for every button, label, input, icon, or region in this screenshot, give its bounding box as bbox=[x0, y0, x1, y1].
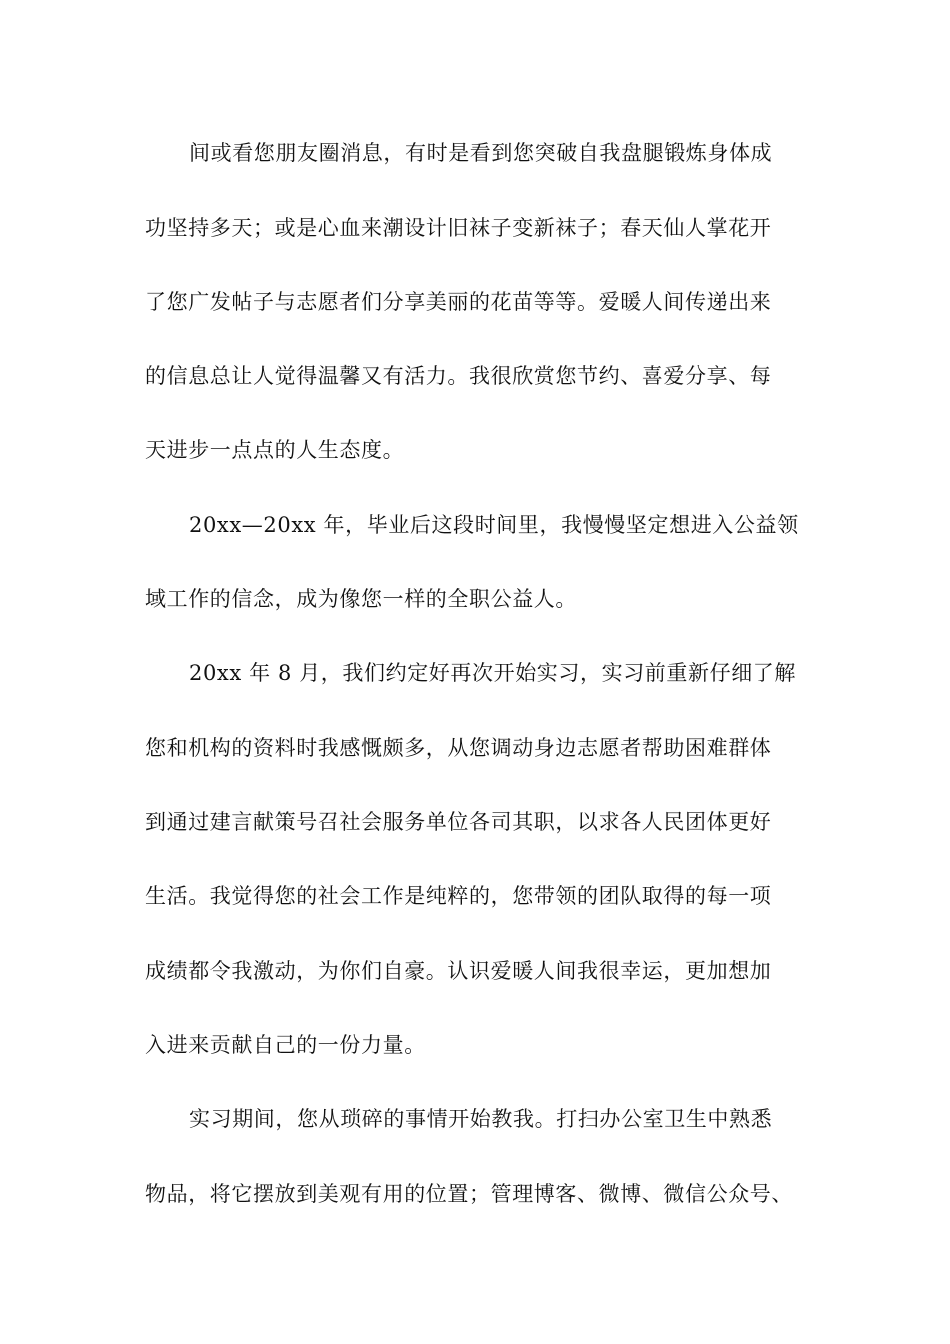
paragraph-line: 入进来贡献自己的一份力量。 bbox=[145, 1033, 426, 1057]
paragraph-line: 功坚持多天；或是心血来潮设计旧袜子变新袜子；春天仙人掌花开 bbox=[145, 216, 772, 240]
paragraph-line: 天进步一点点的人生态度。 bbox=[145, 438, 405, 462]
paragraph-line: 到通过建言献策号召社会服务单位各司其职，以求各人民团体更好 bbox=[145, 810, 772, 834]
paragraph-line: 间或看您朋友圈消息，有时是看到您突破自我盘腿锻炼身体成 bbox=[189, 141, 773, 165]
paragraph-line: 域工作的信念，成为像您一样的全职公益人。 bbox=[145, 587, 577, 611]
paragraph-line: 了您广发帖子与志愿者们分享美丽的花苗等等。爱暖人间传递出来 bbox=[145, 290, 772, 314]
paragraph-line: 生活。我觉得您的社会工作是纯粹的，您带领的团队取得的每一项 bbox=[145, 884, 772, 908]
paragraph-line: 20xx 年 8 月，我们约定好再次开始实习，实习前重新仔细了解 bbox=[189, 661, 796, 685]
paragraph-line: 成绩都令我激动，为你们自豪。认识爱暖人间我很幸运，更加想加 bbox=[145, 959, 772, 983]
paragraph-line: 您和机构的资料时我感慨颇多，从您调动身边志愿者帮助困难群体 bbox=[145, 736, 772, 760]
paragraph-line: 实习期间，您从琐碎的事情开始教我。打扫办公室卫生中熟悉 bbox=[189, 1107, 773, 1131]
paragraph-line: 的信息总让人觉得温馨又有活力。我很欣赏您节约、喜爱分享、每 bbox=[145, 364, 772, 388]
paragraph-line: 物品，将它摆放到美观有用的位置；管理博客、微博、微信公众号、 bbox=[145, 1182, 793, 1206]
paragraph-line: 20xx—20xx 年，毕业后这段时间里，我慢慢坚定想进入公益领 bbox=[189, 513, 799, 537]
